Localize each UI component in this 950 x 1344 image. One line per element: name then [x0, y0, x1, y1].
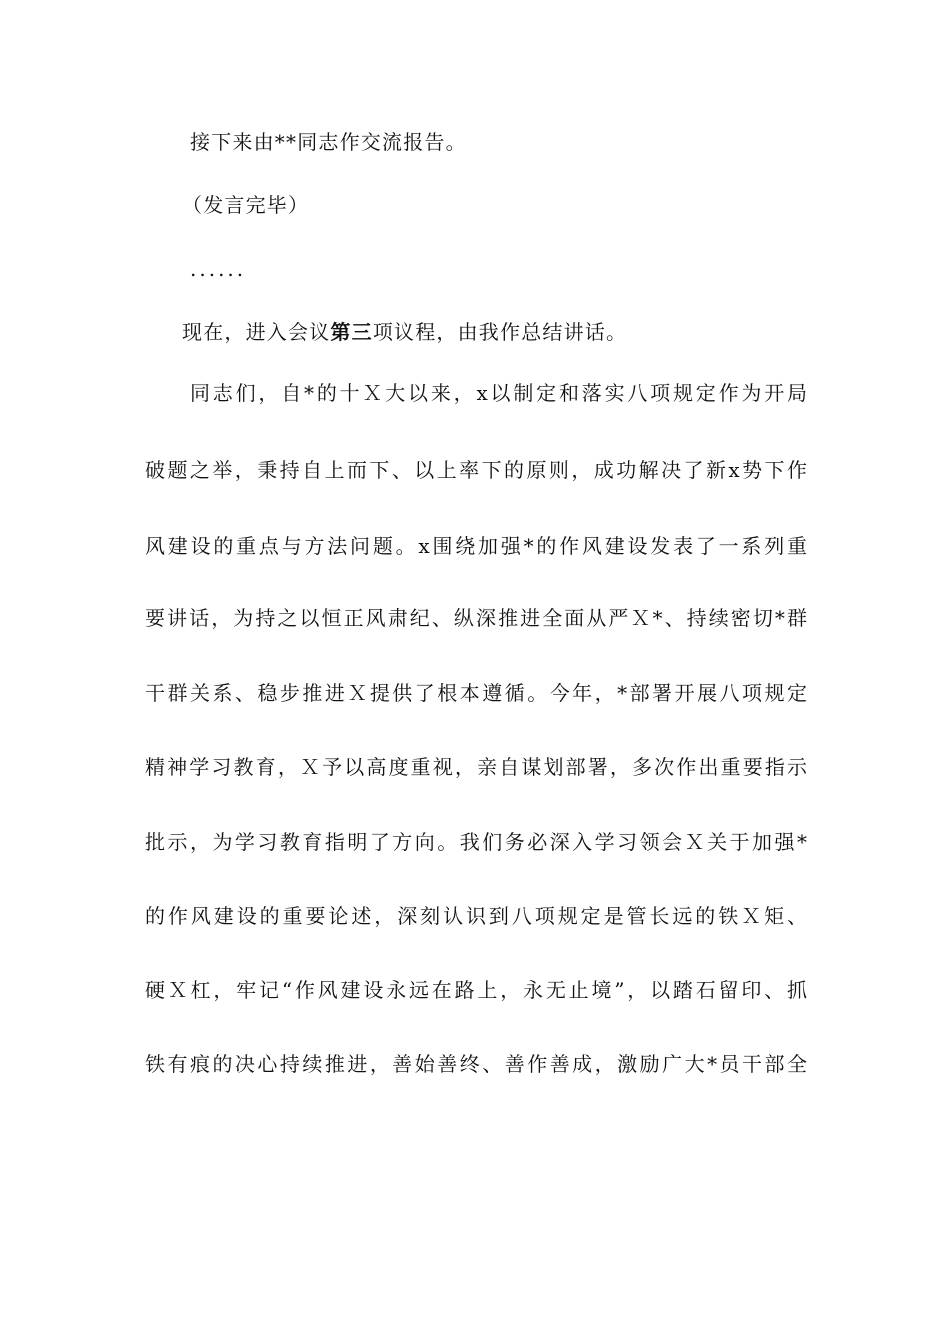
paragraph-line-1: 同志们，自*的十Ｘ大以来，x以制定和落实八项规定作为开局	[190, 381, 807, 405]
agenda-suffix: 项议程，由我作总结讲话。	[372, 320, 628, 344]
agenda-emphasis: 第三	[330, 320, 373, 344]
ellipsis: ......	[190, 257, 247, 281]
paragraph-line-10: 铁有痕的决心持续推进，善始善终、善作善成，激励广大*员干部全	[145, 1052, 807, 1076]
speech-end-note: （发言完毕）	[182, 193, 310, 217]
intro-line: 接下来由**同志作交流报告。	[190, 130, 467, 154]
agenda-prefix: 现在，进入会议	[182, 320, 331, 344]
agenda-line	[182, 320, 627, 344]
paragraph-line-4: 要讲话，为持之以恒正风肃纪、纵深推进全面从严Ｘ*、持续密切*群	[145, 606, 807, 630]
paragraph-line-2: 破题之举，秉持自上而下、以上率下的原则，成功解决了新x势下作	[145, 458, 807, 482]
paragraph-line-9: 硬Ｘ杠，牢记“作风建设永远在路上，永无止境”，以踏石留印、抓	[145, 978, 807, 1002]
paragraph-line-7: 批示，为学习教育指明了方向。我们务必深入学习领会Ｘ关于加强*	[145, 830, 807, 854]
paragraph-line-3: 风建设的重点与方法问题。x围绕加强*的作风建设发表了一系列重	[145, 534, 807, 558]
paragraph-line-5: 干群关系、稳步推进Ｘ提供了根本遵循。今年，*部署开展八项规定	[145, 681, 807, 705]
paragraph-line-6: 精神学习教育，Ｘ予以高度重视，亲自谋划部署，多次作出重要指示	[145, 755, 807, 779]
paragraph-line-8: 的作风建设的重要论述，深刻认识到八项规定是管长远的铁Ｘ矩、	[145, 904, 807, 928]
